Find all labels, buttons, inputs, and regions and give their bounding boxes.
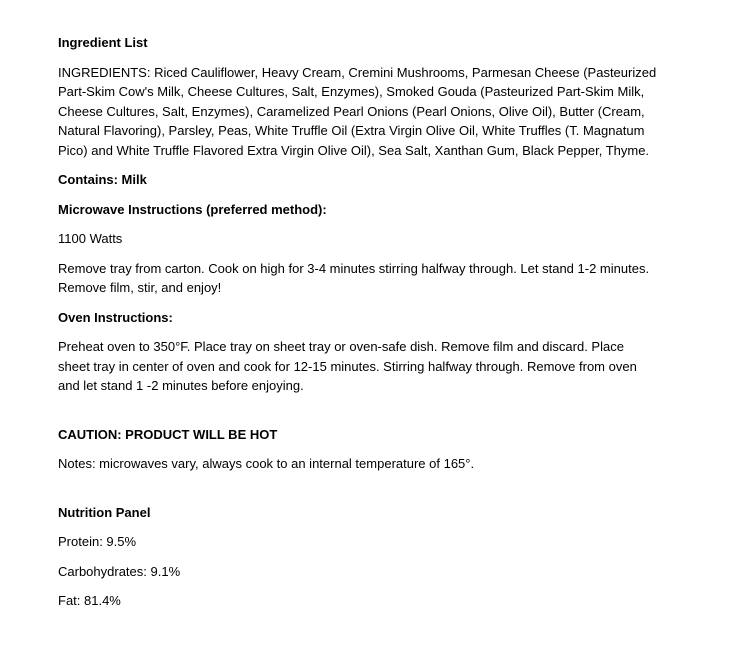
microwave-line: Remove tray from carton. Cook on high for 3-4 minutes stirring halfway through. Let stand 1-2 minutes. <box>58 260 650 276</box>
ingredients-line: Natural Flavoring), Parsley, Peas, White Truffle Oil (Extra Virgin Olive Oil, White Truffles (T. Magnatum <box>58 123 645 138</box>
notes-paragraph: Notes: microwaves vary, always cook to an internal temperature of 165°. <box>58 456 475 471</box>
oven-line: and let stand 1 -2 minutes before enjoying. <box>58 378 304 393</box>
oven-line: Preheat oven to 350°F. Place tray on sheet tray or oven-safe dish. Remove film and discard. Place <box>58 339 624 354</box>
oven-instructions-paragraph <box>58 337 688 396</box>
oven-instructions-heading: Oven Instructions: <box>58 309 173 325</box>
nutrition-protein: Protein: 9.5% <box>58 534 137 549</box>
nutrition-panel-heading: Nutrition Panel <box>58 504 151 520</box>
caution-warning: CAUTION: PRODUCT WILL BE HOT <box>58 426 278 442</box>
ingredient-list-heading: Ingredient List <box>58 35 148 50</box>
blank-line <box>58 484 688 503</box>
microwave-instructions-paragraph <box>58 259 688 298</box>
document-body <box>58 33 688 621</box>
ingredients-line: INGREDIENTS: Riced Cauliflower, Heavy Cream, Cremini Mushrooms, Parmesan Cheese (Pasteurized <box>58 64 657 80</box>
microwave-line: Remove film, stir, and enjoy! <box>58 280 222 295</box>
microwave-instructions-heading: Microwave Instructions (preferred method): <box>58 201 327 217</box>
nutrition-fat: Fat: 81.4% <box>58 593 121 608</box>
blank-line <box>58 406 688 425</box>
oven-line: sheet tray in center of oven and cook for 12-15 minutes. Stirring halfway through. Remove from oven <box>58 358 637 374</box>
ingredients-paragraph <box>58 63 688 161</box>
contains-allergen: Contains: Milk <box>58 172 147 187</box>
nutrition-carbohydrates: Carbohydrates: 9.1% <box>58 563 181 579</box>
ingredients-line: Cheese Cultures, Salt, Enzymes), Caramelized Pearl Onions (Pearl Onions, Olive Oil), Butter (Cream, <box>58 103 645 119</box>
ingredients-line: Pico) and White Truffle Flavored Extra Virgin Olive Oil), Sea Salt, Xanthan Gum, Black Pepper, Thyme. <box>58 142 650 158</box>
microwave-wattage: 1100 Watts <box>58 231 123 246</box>
ingredients-line: Part-Skim Cow's Milk, Cheese Cultures, Salt, Enzymes), Smoked Gouda (Pasteurized Part-Skim Milk, <box>58 84 645 99</box>
